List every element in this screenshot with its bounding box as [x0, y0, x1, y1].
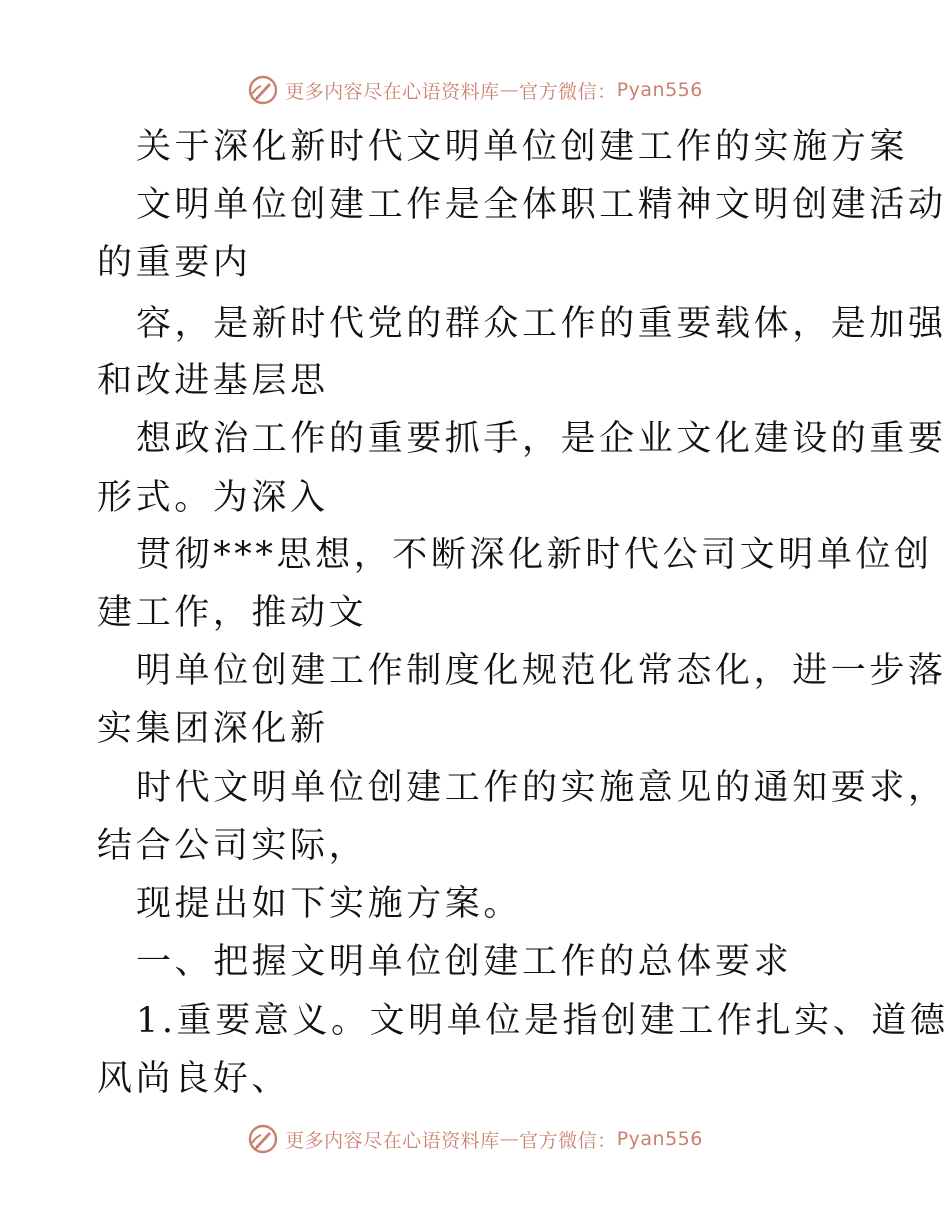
- paragraph-line: 结合公司实际，: [97, 826, 368, 866]
- paragraph-line: 现提出如下实施方案。: [136, 884, 523, 924]
- paragraph-line: 时代文明单位创建工作的实施意见的通知要求，: [136, 768, 947, 808]
- paragraph-line: 建工作，推动文: [97, 593, 368, 633]
- paragraph-line: 明单位创建工作制度化规范化常态化，进一步落: [136, 651, 947, 691]
- paragraph-line: 风尚良好、: [97, 1059, 291, 1099]
- watermark-main-text: 更多内容尽在心语资料库: [285, 80, 500, 103]
- paragraph-line: 容，是新时代党的群众工作的重要载体，是加强: [136, 304, 947, 344]
- quill-pen-logo-icon: [247, 1123, 279, 1155]
- paragraph-line: 的重要内: [97, 243, 252, 283]
- paragraph-line: 想政治工作的重要抓手，是企业文化建设的重要: [136, 419, 947, 459]
- watermark-separator: —: [499, 79, 520, 101]
- paragraph-line: 和改进基层思: [97, 361, 329, 401]
- paragraph-line: 文明单位创建工作是全体职工精神文明创建活动: [136, 185, 947, 225]
- section-heading: 一、把握文明单位创建工作的总体要求: [136, 942, 793, 982]
- watermark-wechat-id: Pyan556: [616, 1128, 703, 1150]
- watermark-separator: —: [499, 1128, 520, 1150]
- paragraph-line: 实集团深化新: [97, 709, 329, 749]
- paragraph-line: 贯彻***思想，不断深化新时代公司文明单位创: [136, 535, 933, 575]
- header-watermark: [0, 72, 950, 108]
- footer-watermark: [0, 1121, 950, 1157]
- watermark-wechat-label: 官方微信：: [519, 80, 617, 103]
- watermark-wechat-label: 官方微信：: [519, 1129, 617, 1152]
- watermark-main-text: 更多内容尽在心语资料库: [285, 1129, 500, 1152]
- document-title: 关于深化新时代文明单位创建工作的实施方案: [136, 127, 909, 167]
- watermark-wechat-id: Pyan556: [616, 79, 703, 101]
- paragraph-line: 1.重要意义。文明单位是指创建工作扎实、道德: [136, 1001, 949, 1041]
- paragraph-line: 形式。为深入: [97, 478, 329, 518]
- quill-pen-logo-icon: [247, 74, 279, 106]
